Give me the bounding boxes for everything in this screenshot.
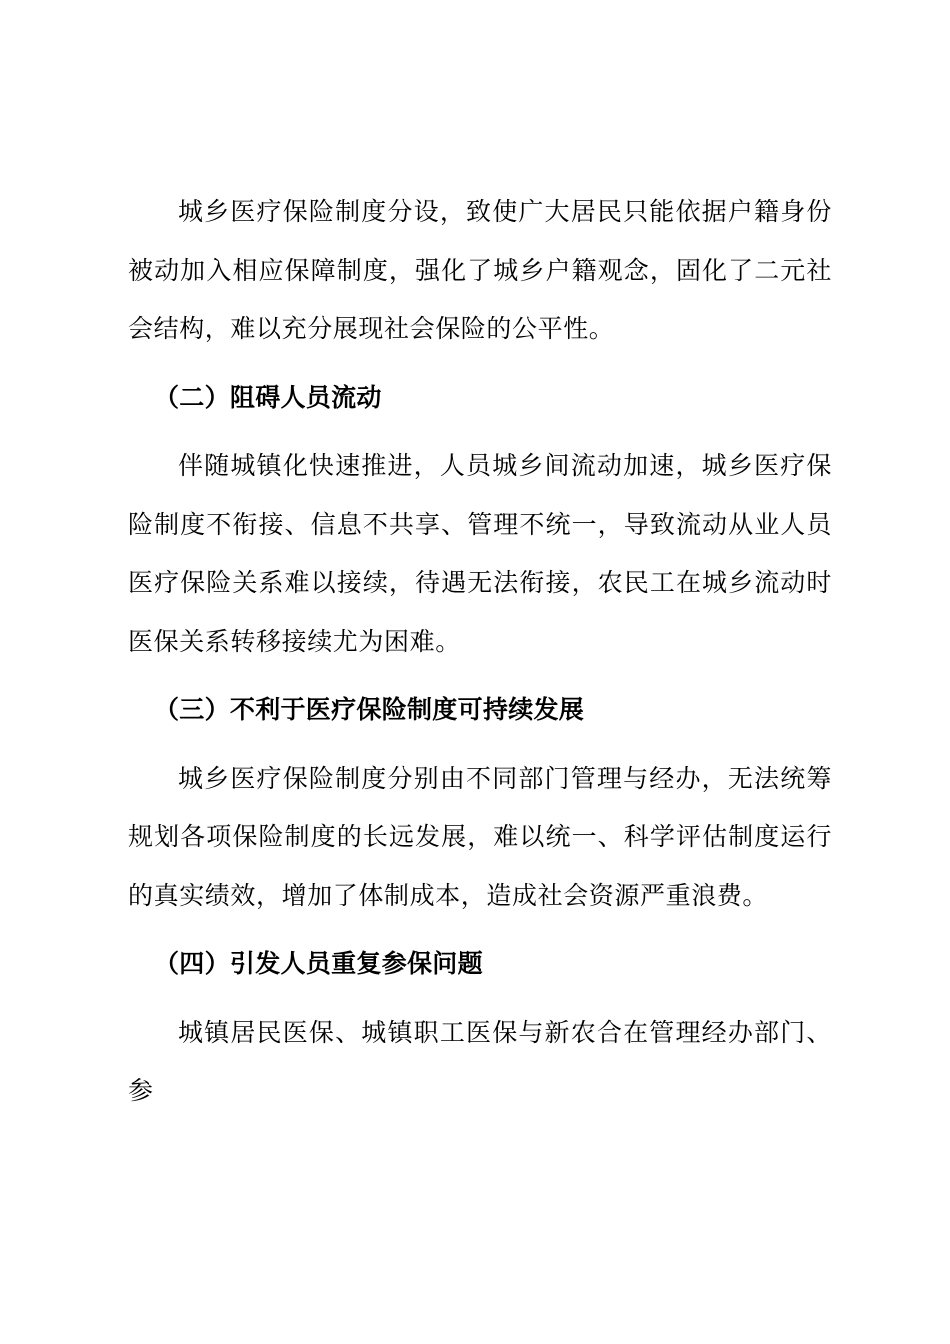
paragraph-mobility: 伴随城镇化快速推进，人员城乡间流动加速，城乡医疗保险制度不衔接、信息不共享、管理不统一，导致流动从业人员医疗保险关系难以接续，待遇无法衔接，农民工在城乡流动时医保关系转移接续尤为困难。 [128,451,832,656]
paragraph-gap [128,994,832,1004]
paragraph-sustainability: 城乡医疗保险制度分别由不同部门管理与经办，无法统筹规划各项保险制度的长远发展，难以统一、科学评估制度运行的真实绩效，增加了体制成本，造成社会资源严重浪费。 [128,763,832,910]
section-heading-2: （二）阻碍人员流动 [154,382,382,412]
paragraph-gap [128,740,832,750]
document-body [128,183,832,1121]
section-heading-4: （四）引发人员重复参保问题 [154,949,483,978]
paragraph-duplicate-enrollment: 城镇居民医保、城镇职工医保与新农合在管理经办部门、参 [128,1017,832,1105]
section-heading-3: （三）不利于医疗保险制度可持续发展 [154,695,585,724]
paragraph-gap [128,671,832,681]
paragraph-gap [128,427,832,437]
paragraph-gap [128,359,832,369]
paragraph-urban-rural-split: 城乡医疗保险制度分设，致使广大居民只能依据户籍身份被动加入相应保障制度，强化了城乡户籍观念，固化了二元社会结构，难以充分展现社会保险的公平性。 [128,197,832,343]
paragraph-gap [128,925,832,935]
